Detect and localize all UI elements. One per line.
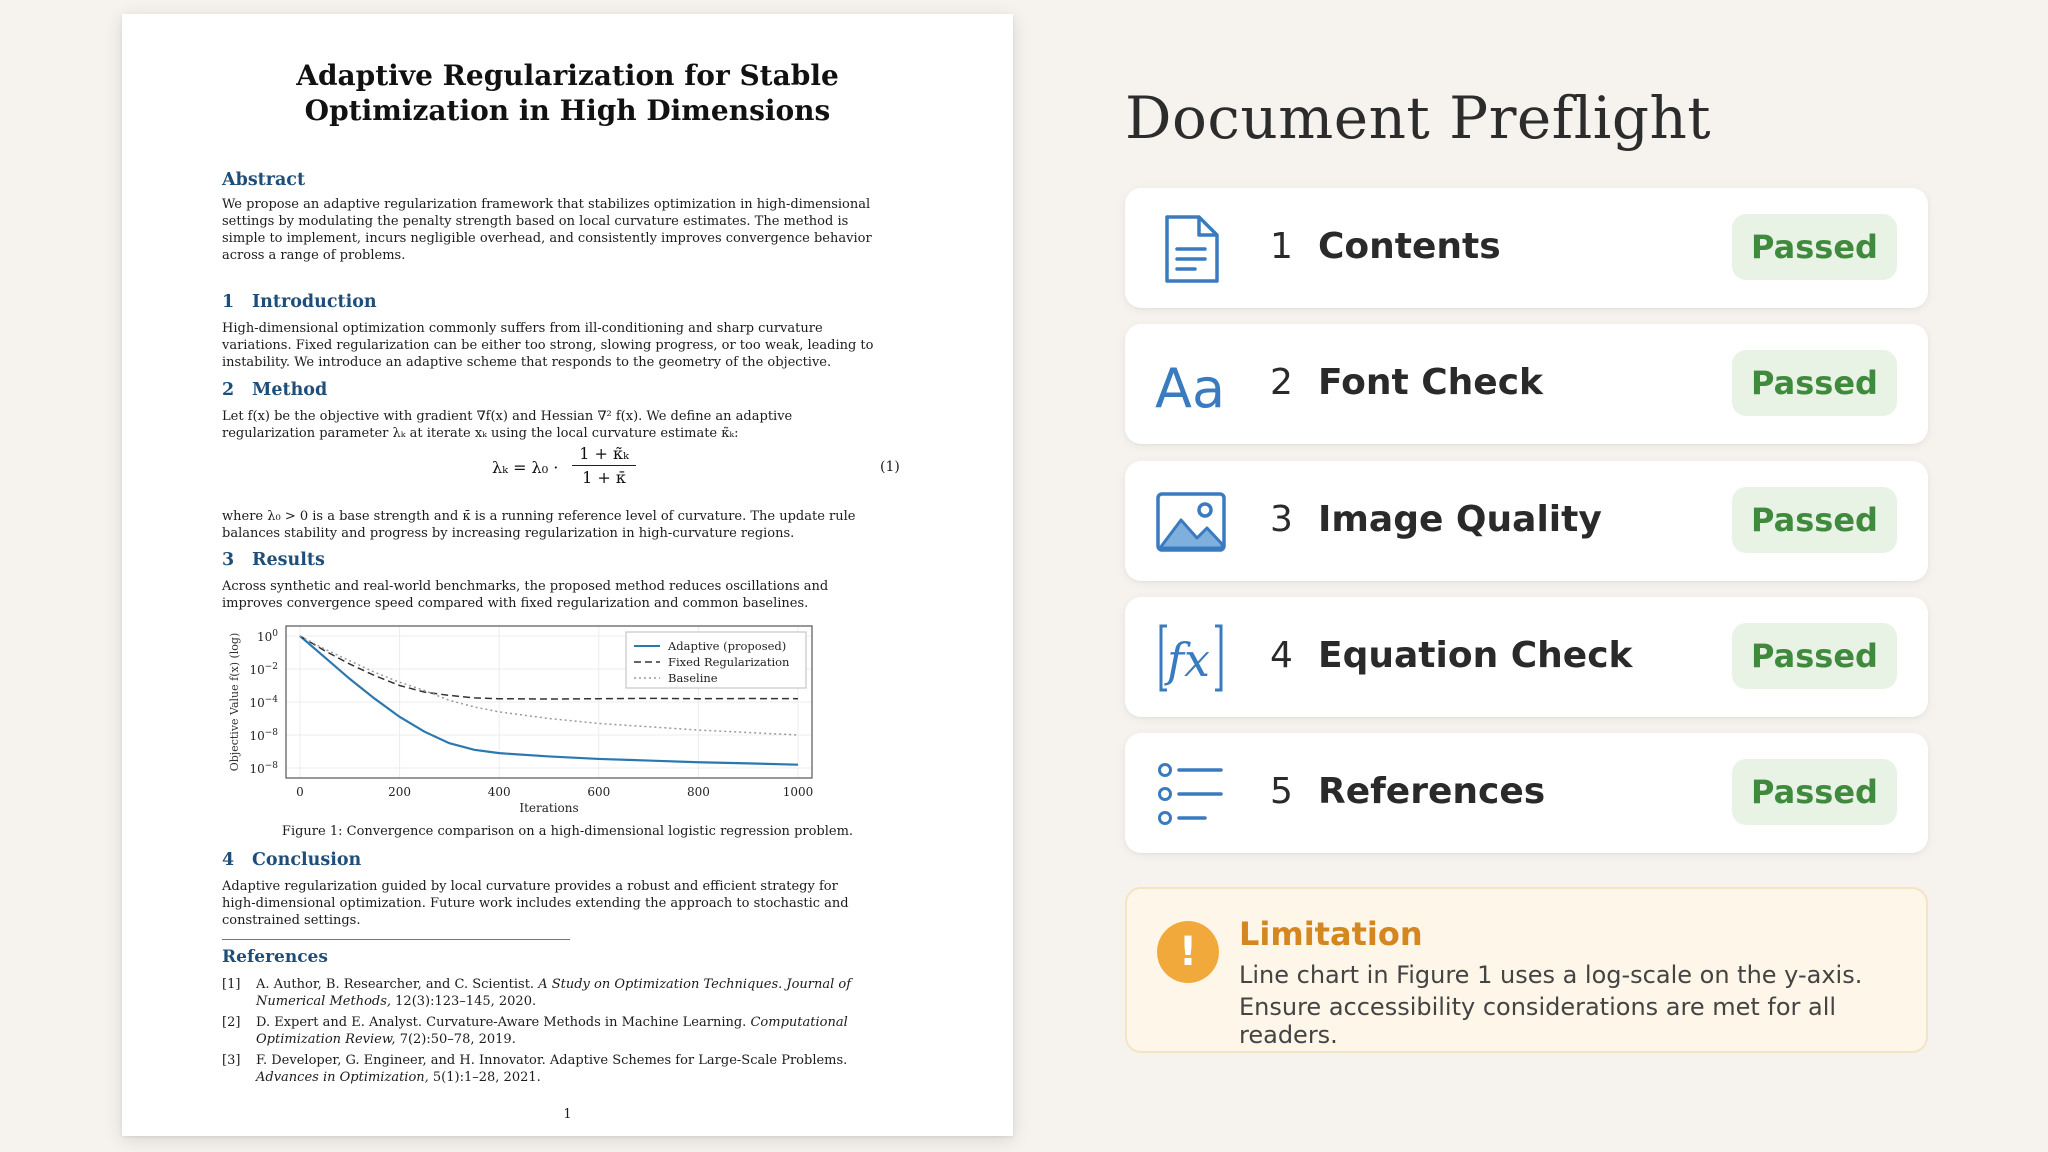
- body-line: instability. We introduce an adaptive scheme that responds to the geometry of the objective.: [222, 355, 832, 370]
- body-line: where λ₀ > 0 is a base strength and κ̄ is a running reference level of curvature. The update rule: [222, 509, 856, 524]
- reference-text: 5(1):1–28, 2021.: [428, 1070, 541, 1085]
- y-tick-label: $10^{-2}$: [249, 662, 278, 677]
- svg-text:fx: fx: [1167, 633, 1210, 687]
- reference-text: 7(2):50–78, 2019.: [395, 1032, 516, 1047]
- figure-caption: Figure 1: Convergence comparison on a high-dimensional logistic regression problem.: [281, 824, 854, 839]
- status-badge: Passed: [1732, 487, 1897, 553]
- x-tick-label: 200: [388, 785, 412, 799]
- reference-text: 12(3):123–145, 2020.: [391, 994, 537, 1009]
- reference-number: [2]: [222, 1015, 241, 1030]
- check-card-equation[interactable]: [1125, 597, 1928, 717]
- equation-denominator: 1 + κ̄: [582, 468, 626, 487]
- check-number: 1: [1270, 226, 1293, 267]
- preflight-title: Document Preflight: [1125, 84, 1712, 152]
- image-icon: [1155, 486, 1227, 558]
- legend-label: Adaptive (proposed): [668, 639, 787, 653]
- status-badge: Passed: [1732, 623, 1897, 689]
- body-line: improves convergence speed compared with fixed regularization and common baselines.: [222, 596, 809, 611]
- legend-label: Fixed Regularization: [668, 655, 790, 669]
- section-title: Results: [252, 550, 325, 570]
- x-tick-label: 600: [587, 785, 611, 799]
- abstract-line: settings by modulating the penalty strength based on local curvature estimates. The method is: [222, 214, 849, 229]
- body-line: high-dimensional optimization. Future work includes extending the approach to stochastic and: [222, 896, 849, 911]
- check-label: [1270, 362, 1543, 403]
- reference-text: F. Developer, G. Engineer, and H. Innovator. Adaptive Schemes for Large-Scale Problems.: [256, 1053, 848, 1068]
- equation-number: (1): [880, 459, 900, 475]
- check-number: 4: [1270, 635, 1293, 676]
- equation-fraction: [572, 444, 636, 487]
- status-badge: Passed: [1732, 350, 1897, 416]
- x-tick-label: 1000: [782, 785, 814, 799]
- reference-italic: Advances in Optimization,: [256, 1070, 429, 1085]
- x-tick-label: 0: [296, 785, 304, 799]
- method-text-after: [222, 508, 922, 542]
- reference-text: D. Expert and E. Analyst. Curvature-Aware Methods in Machine Learning.: [256, 1015, 747, 1030]
- y-axis-label: Objective Value f(x) (log): [228, 632, 241, 772]
- font-icon: [1155, 349, 1227, 421]
- abstract-text: [222, 196, 922, 264]
- section-title: Conclusion: [252, 850, 362, 870]
- y-tick-label: $10^0$: [256, 629, 278, 644]
- body-line: variations. Fixed regularization can be either too strong, slowing progress, or too weak, leading to: [222, 338, 874, 353]
- paper-title: [122, 58, 1013, 128]
- page-number: 1: [563, 1107, 572, 1122]
- limitation-title: Limitation: [1239, 915, 1423, 953]
- reference-item: [222, 1052, 922, 1086]
- section-number: 3: [222, 550, 235, 570]
- equation: [492, 444, 812, 494]
- reference-line: [256, 976, 922, 993]
- reference-line: [256, 1014, 922, 1031]
- check-number: 5: [1270, 771, 1293, 812]
- equation-lhs: λₖ = λ₀ ·: [492, 458, 559, 477]
- references-divider: [222, 939, 570, 940]
- reference-italic: Computational: [750, 1015, 848, 1030]
- section-number: 4: [222, 850, 235, 870]
- document-page: [122, 14, 1013, 1136]
- list-icon: [1155, 758, 1227, 830]
- check-label: [1270, 635, 1632, 676]
- reference-italic: A Study on Optimization Techniques. Journal of: [538, 977, 852, 992]
- abstract-line: simple to implement, incurs negligible overhead, and consistently improves convergence behavior: [222, 231, 872, 246]
- reference-line: [256, 993, 922, 1010]
- reference-text: A. Author, B. Researcher, and C. Scientist.: [256, 977, 535, 992]
- function-icon: [1155, 622, 1227, 694]
- body-line: constrained settings.: [222, 913, 361, 928]
- references-heading: References: [222, 947, 328, 967]
- reference-item: [222, 976, 922, 1010]
- abstract-heading: Abstract: [222, 170, 306, 190]
- document-icon: [1155, 213, 1227, 285]
- check-card-contents[interactable]: [1125, 188, 1928, 308]
- limitation-text-line-2: Ensure accessibility considerations are met for all readers.: [1239, 993, 1837, 1049]
- check-label: [1270, 226, 1501, 267]
- check-name: Contents: [1318, 226, 1501, 267]
- body-line: regularization parameter λₖ at iterate xₖ using the local curvature estimate κ̃ₖ:: [222, 426, 739, 441]
- method-text: [222, 408, 922, 442]
- reference-number: [3]: [222, 1053, 241, 1068]
- paper-title-line-1: Adaptive Regularization for Stable: [296, 59, 839, 92]
- legend-label: Baseline: [668, 671, 718, 685]
- svg-text:Aa: Aa: [1155, 357, 1226, 420]
- check-label: [1270, 771, 1545, 812]
- introduction-text: [222, 320, 922, 371]
- status-badge: Passed: [1732, 214, 1897, 280]
- body-line: Let f(x) be the objective with gradient ∇f(x) and Hessian ∇² f(x). We define an adaptive: [222, 409, 793, 424]
- section-heading-introduction: [222, 292, 377, 312]
- reference-line: [256, 1052, 922, 1069]
- convergence-chart: [222, 610, 982, 822]
- body-line: balances stability and progress by increasing regularization in high-curvature regions.: [222, 526, 795, 541]
- check-card-image-quality[interactable]: [1125, 461, 1928, 581]
- y-tick-label: $10^{-8}$: [249, 761, 278, 776]
- section-number: 2: [222, 380, 235, 400]
- reference-item: [222, 1014, 922, 1048]
- check-name: References: [1318, 771, 1546, 812]
- check-card-font[interactable]: [1125, 324, 1928, 444]
- reference-italic: Numerical Methods,: [256, 994, 392, 1009]
- warning-icon: !: [1157, 921, 1219, 983]
- limitation-text-line-1: Line chart in Figure 1 uses a log-scale on the y-axis.: [1239, 961, 1863, 989]
- x-tick-label: 400: [487, 785, 511, 799]
- y-tick-label: $10^{-4}$: [249, 695, 278, 710]
- check-name: Image Quality: [1318, 499, 1602, 540]
- body-line: High-dimensional optimization commonly suffers from ill-conditioning and sharp curvature: [222, 321, 823, 336]
- check-number: 2: [1270, 362, 1293, 403]
- reference-italic: Optimization Review,: [256, 1032, 396, 1047]
- status-badge: Passed: [1732, 759, 1897, 825]
- section-title: Introduction: [252, 292, 377, 312]
- x-axis-label: Iterations: [519, 801, 579, 815]
- conclusion-text: [222, 878, 922, 929]
- body-line: Across synthetic and real-world benchmarks, the proposed method reduces oscillations and: [222, 579, 829, 594]
- reference-number: [1]: [222, 977, 241, 992]
- results-text: [222, 578, 922, 612]
- check-name: Font Check: [1318, 362, 1543, 403]
- check-label: [1270, 499, 1602, 540]
- y-tick-label: $10^{-8}$: [249, 728, 278, 743]
- check-name: Equation Check: [1318, 635, 1633, 676]
- limitation-callout: [1125, 887, 1928, 1053]
- equation-numerator: 1 + κ̃ₖ: [572, 444, 636, 466]
- abstract-line: We propose an adaptive regularization framework that stabilizes optimization in high-dimensional: [222, 197, 871, 212]
- section-heading-results: [222, 550, 325, 570]
- reference-line: [256, 1031, 922, 1048]
- abstract-line: across a range of problems.: [222, 248, 406, 263]
- section-number: 1: [222, 292, 235, 312]
- reference-line: [256, 1069, 922, 1086]
- check-card-references[interactable]: [1125, 733, 1928, 853]
- paper-title-line-2: Optimization in High Dimensions: [304, 94, 831, 127]
- body-line: Adaptive regularization guided by local curvature provides a robust and efficient strategy for: [222, 879, 838, 894]
- x-tick-label: 800: [686, 785, 710, 799]
- check-number: 3: [1270, 499, 1293, 540]
- section-heading-method: [222, 380, 327, 400]
- section-title: Method: [252, 380, 328, 400]
- section-heading-conclusion: [222, 850, 361, 870]
- convergence-figure: [222, 610, 982, 822]
